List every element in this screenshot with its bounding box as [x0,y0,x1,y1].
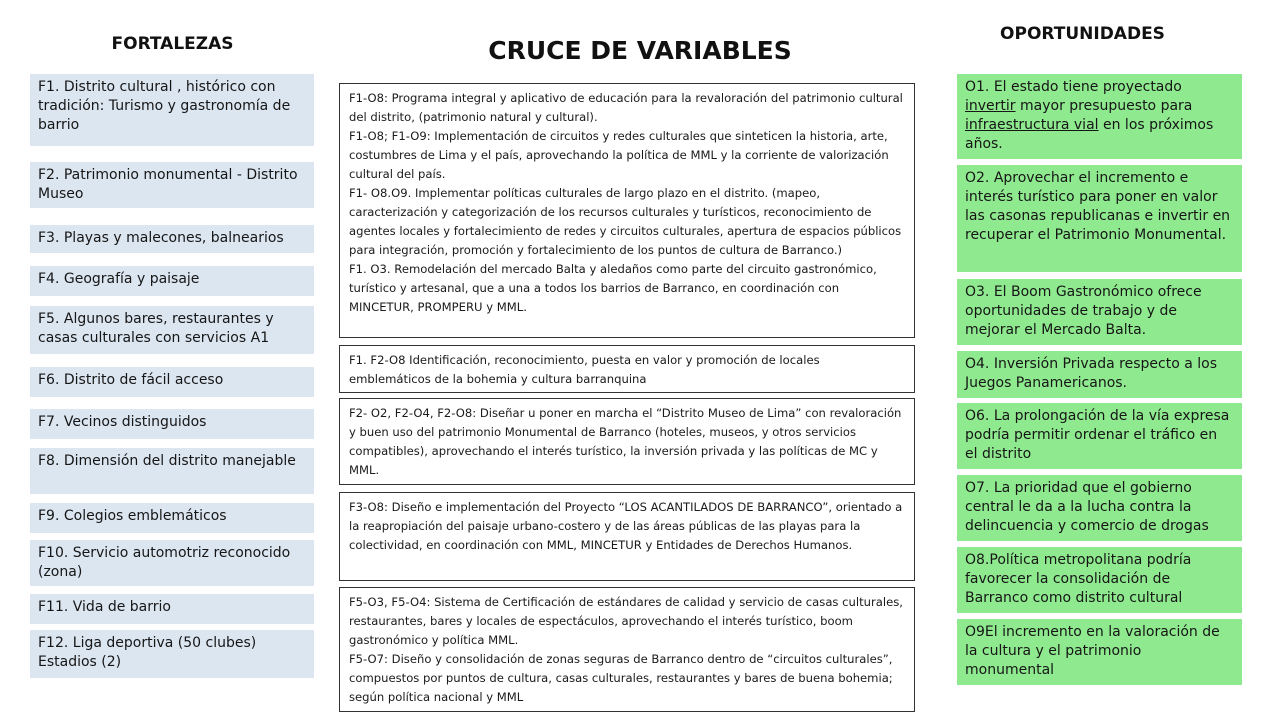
cruce-text: F2- O2, F2-O4, F2-O8: Diseñar u poner en marcha el “Distrito Museo de Lima” con revaloración y buen uso del patrimonio Monumental de Barranco (hoteles, museos, y otros servicios compatibles), aprovechando el interés turístico, la inversión privada y las políticas de MC y MML. [349,406,902,477]
fortaleza-f2: F2. Patrimonio monumental - Distrito Museo [30,162,314,208]
oportunidad-o9: O9El incremento en la valoración de la cultura y el patrimonio monumental [957,619,1242,685]
fortaleza-f6: F6. Distrito de fácil acceso [30,367,314,397]
cruce-box-f1-f2 [339,345,915,393]
cruce-box-f3 [339,492,915,581]
oportunidad-o4: O4. Inversión Privada respecto a los Juegos Panamericanos. [957,351,1242,398]
o1-text-pre: O1. El estado tiene proyectado [965,79,1182,95]
cruce-text: F1-O8: Programa integral y aplicativo de educación para la revaloración del patrimonio cultural del distrito, (patrimonio natural y cultural). [349,91,903,124]
cruce-text: F1. F2-O8 Identificación, reconocimiento, puesta en valor y promoción de locales emblemáticos de la bohemia y cultura barranquina [349,353,820,386]
oportunidad-o6: O6. La prolongación de la vía expresa podría permitir ordenar el tráfico en el distrito [957,403,1242,469]
cruce-text: F3-O8: Diseño e implementación del Proyecto “LOS ACANTILADOS DE BARRANCO”, orientado a la reapropiación del paisaje urbano-costero y de las áreas públicas de las playas para la colectividad, en coordinación con MML, MINCETUR y Entidades de Derechos Humanos. [349,500,903,552]
oportunidad-o7: O7. La prioridad que el gobierno central le da a la lucha contra la delincuencia y comercio de drogas [957,475,1242,541]
fortaleza-f7: F7. Vecinos distinguidos [30,409,314,439]
fortalezas-heading: FORTALEZAS [111,34,234,54]
fortaleza-f9: F9. Colegios emblemáticos [30,503,314,533]
page-title: CRUCE DE VARIABLES [488,36,792,65]
oportunidad-o1 [957,74,1242,159]
oportunidad-o8: O8.Política metropolitana podría favorecer la consolidación de Barranco como distrito cultural [957,547,1242,613]
cruce-text: F1. O3. Remodelación del mercado Balta y aledaños como parte del circuito gastronómico, turístico y artesanal, que a una a todos los barrios de Barranco, en coordinación con MINCETUR, PROMPERU y MML. [349,262,877,314]
fortaleza-f10: F10. Servicio automotriz reconocido (zona) [30,540,314,586]
fortaleza-f4: F4. Geografía y paisaje [30,266,314,296]
cruce-box-f2 [339,398,915,485]
o1-underline-infraestructura: infraestructura vial [965,117,1099,133]
cruce-box-f5 [339,587,915,712]
oportunidad-o2: O2. Aprovechar el incremento e interés turístico para poner en valor las casonas republicanas e invertir en recuperar el Patrimonio Monumental. [957,165,1242,272]
fortaleza-f11: F11. Vida de barrio [30,594,314,624]
o1-text-mid: mayor presupuesto para [1015,98,1193,114]
cruce-text: F5-O7: Diseño y consolidación de zonas seguras de Barranco dentro de “circuitos culturales”, compuestos por puntos de cultura, casas culturales, restaurantes y bares de buena bohemia; según política nacional y MML [349,652,893,704]
o1-text-post: en los próximos años. [965,117,1214,152]
cruce-text: F1-O8; F1-O9: Implementación de circuitos y redes culturales que sinteticen la historia, arte, costumbres de Lima y el país, aprovechando la política de MML y la corriente de valorización cultural del país. [349,129,889,181]
oportunidad-o3: O3. El Boom Gastronómico ofrece oportunidades de trabajo y de mejorar el Mercado Balta. [957,279,1242,345]
fortaleza-f3: F3. Playas y malecones, balnearios [30,225,314,253]
fortaleza-f12: F12. Liga deportiva (50 clubes) Estadios (2) [30,630,314,678]
fortaleza-f1: F1. Distrito cultural , histórico con tradición: Turismo y gastronomía de barrio [30,74,314,146]
cruce-box-f1 [339,83,915,338]
cruce-text: F5-O3, F5-O4: Sistema de Certificación de estándares de calidad y servicio de casas culturales, restaurantes, bares y locales de espectáculos, aprovechando el interés turístico, boom gastronómico y política MML. [349,595,903,647]
fortaleza-f5: F5. Algunos bares, restaurantes y casas culturales con servicios A1 [30,306,314,354]
cruce-text: F1- O8.O9. Implementar políticas culturales de largo plazo en el distrito. (mapeo, caracterización y categorización de los recursos culturales y turísticos, reconocimiento de agentes locales y fortalecimiento de redes y circuitos culturales, apertura de espacios públicos para integración, promoción y fortalecimiento de los puntos de cultura de Barranco.) [349,186,902,257]
oportunidades-heading: OPORTUNIDADES [1000,24,1165,44]
o1-underline-invertir: invertir [965,98,1016,114]
fortaleza-f8: F8. Dimensión del distrito manejable [30,448,314,494]
